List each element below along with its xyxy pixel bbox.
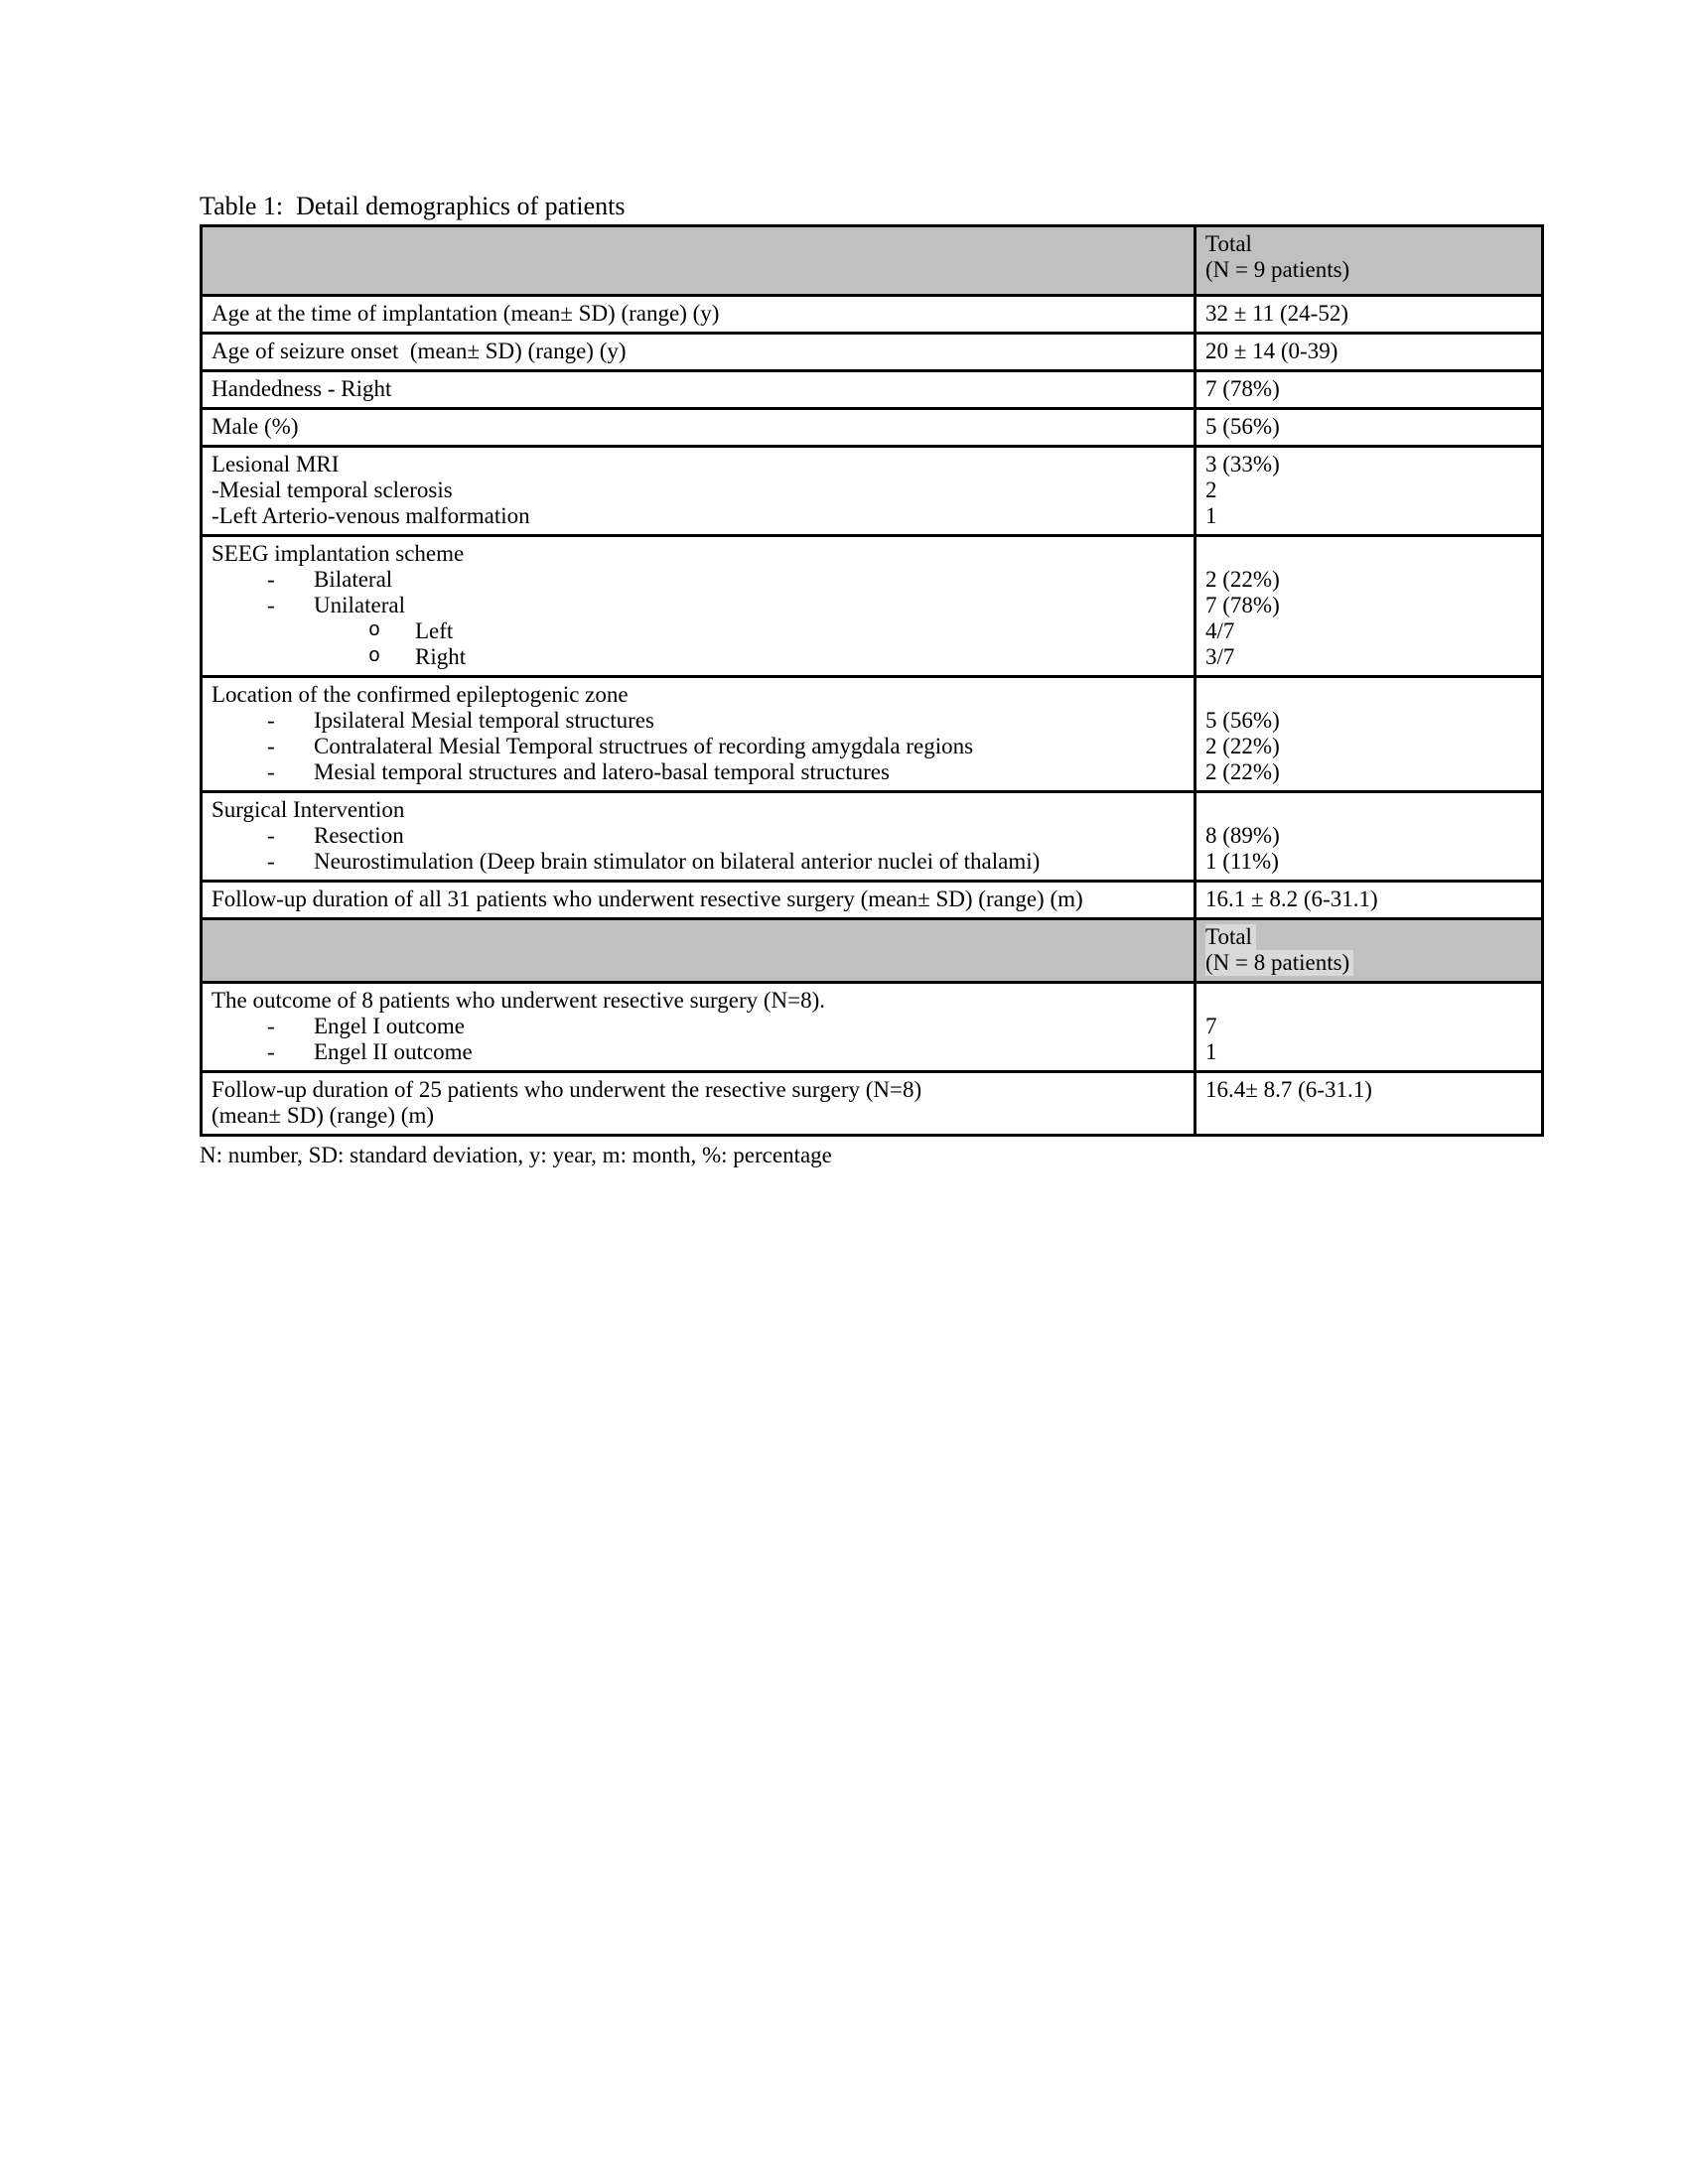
- list-item-label: Bilateral: [314, 567, 393, 592]
- row-heading: The outcome of 8 patients who underwent resective surgery (N=8).: [211, 988, 826, 1013]
- row-value-line: 8 (89%): [1205, 823, 1280, 848]
- list-item-label: Unilateral: [314, 593, 405, 617]
- row-label-line: Lesional MRI: [211, 452, 340, 477]
- row-heading: SEEG implantation scheme: [211, 541, 465, 566]
- row-value-line: [1205, 541, 1533, 567]
- list-item-label: Right: [415, 644, 467, 669]
- row-label-line: -Left Arterio-venous malformation: [211, 503, 530, 528]
- row-value-line: [1205, 797, 1533, 823]
- row-value-line: 7 (78%): [1205, 593, 1280, 617]
- header-total-label: [1205, 924, 1533, 950]
- row-label-cell: [202, 447, 1196, 536]
- list-item: [211, 593, 1186, 618]
- list-item: [211, 759, 1186, 785]
- table-row-lesional-mri: [202, 447, 1543, 536]
- table-footnote: N: number, SD: standard deviation, y: year, m: month, %: percentage: [200, 1143, 832, 1167]
- row-label-cell: [202, 296, 1196, 334]
- table-row-age-onset: [202, 334, 1543, 371]
- table-title: Table 1: Detail demographics of patients: [200, 192, 626, 220]
- table-row-handedness: [202, 371, 1543, 409]
- row-value: 16.1 ± 8.2 (6-31.1): [1205, 887, 1378, 911]
- header-value-cell: [1196, 919, 1543, 983]
- list-item-label: Left: [415, 618, 454, 643]
- header-n-label: (N = 9 patients): [1205, 257, 1350, 282]
- list-item: [211, 734, 1186, 759]
- row-label-cell: [202, 1072, 1196, 1136]
- highlighted-text: Total: [1205, 924, 1256, 950]
- table-row-male: [202, 409, 1543, 447]
- row-heading: Surgical Intervention: [211, 797, 405, 822]
- row-label-line: -Mesial temporal sclerosis: [211, 478, 453, 502]
- list-item: [211, 1014, 1186, 1039]
- table-row-age-implantation: [202, 296, 1543, 334]
- row-value-cell: [1196, 1072, 1543, 1136]
- row-value-line: 1 (11%): [1205, 849, 1279, 874]
- table-header-row-n9: [202, 226, 1543, 296]
- row-value-cell: [1196, 536, 1543, 677]
- list-item-label: Mesial temporal structures and latero-basal temporal structures: [314, 759, 890, 784]
- row-value-cell: [1196, 882, 1543, 919]
- dash-bullet: -: [267, 759, 275, 784]
- row-value-line: 2: [1205, 478, 1217, 502]
- row-value-line: 2 (22%): [1205, 734, 1280, 758]
- row-value-line: 2 (22%): [1205, 759, 1280, 784]
- highlighted-text: (N = 8 patients): [1205, 950, 1353, 976]
- dash-bullet: -: [267, 823, 275, 848]
- row-value-line: 2 (22%): [1205, 567, 1280, 592]
- row-value-cell: [1196, 371, 1543, 409]
- row-value-cell: [1196, 409, 1543, 447]
- list-item-label: Resection: [314, 823, 404, 848]
- list-item: [211, 708, 1186, 734]
- header-label-cell: [202, 919, 1196, 983]
- row-value-cell: [1196, 447, 1543, 536]
- row-label-line: Follow-up duration of 25 patients who underwent the resective surgery (N=8): [211, 1077, 922, 1102]
- row-value-cell: [1196, 677, 1543, 792]
- row-label-line: (mean± SD) (range) (m): [211, 1103, 435, 1128]
- header-value-cell: [1196, 226, 1543, 296]
- row-label: Age at the time of implantation (mean± SD) (range) (y): [211, 301, 720, 326]
- row-value-line: 3/7: [1205, 644, 1235, 669]
- header-n-label: [1205, 950, 1533, 976]
- row-label: Handedness - Right: [211, 376, 392, 401]
- list-item: [211, 618, 1186, 644]
- list-item-label: Engel I outcome: [314, 1014, 466, 1038]
- list-item: [211, 849, 1186, 875]
- row-label: Male (%): [211, 414, 299, 439]
- row-label-cell: [202, 882, 1196, 919]
- table-row-followup-25: [202, 1072, 1543, 1136]
- row-value: 16.4± 8.7 (6-31.1): [1205, 1077, 1372, 1102]
- table-header-row-n8: [202, 919, 1543, 983]
- row-value-line: 1: [1205, 1039, 1217, 1064]
- row-value: 32 ± 11 (24-52): [1205, 301, 1348, 326]
- table-row-ez-location: [202, 677, 1543, 792]
- dash-bullet: -: [267, 734, 275, 758]
- dash-bullet: -: [267, 1039, 275, 1064]
- row-label-cell: [202, 371, 1196, 409]
- row-heading: Location of the confirmed epileptogenic zone: [211, 682, 629, 707]
- list-item-label: Neurostimulation (Deep brain stimulator on bilateral anterior nuclei of thalami): [314, 849, 1041, 874]
- row-value-line: 3 (33%): [1205, 452, 1280, 477]
- table-row-outcome: [202, 983, 1543, 1072]
- list-item: [211, 823, 1186, 849]
- row-value: 7 (78%): [1205, 376, 1280, 401]
- list-item-label: Contralateral Mesial Temporal structrues of recording amygdala regions: [314, 734, 974, 758]
- list-item: [211, 567, 1186, 593]
- table-row-surgical-intervention: [202, 792, 1543, 882]
- row-value-cell: [1196, 296, 1543, 334]
- row-label: Follow-up duration of all 31 patients who underwent resective surgery (mean± SD) (range) (m): [211, 887, 1083, 911]
- circle-bullet: o: [368, 645, 381, 668]
- table-row-seeg-scheme: [202, 536, 1543, 677]
- row-label-cell: [202, 792, 1196, 882]
- row-label-cell: [202, 983, 1196, 1072]
- row-label-cell: [202, 677, 1196, 792]
- dash-bullet: -: [267, 708, 275, 733]
- row-label-cell: [202, 334, 1196, 371]
- row-label-cell: [202, 536, 1196, 677]
- circle-bullet: o: [368, 619, 381, 642]
- dash-bullet: -: [267, 593, 275, 617]
- list-item-label: Ipsilateral Mesial temporal structures: [314, 708, 654, 733]
- demographics-table: [200, 224, 1544, 1137]
- row-value-line: 4/7: [1205, 618, 1235, 643]
- row-value-line: 1: [1205, 503, 1217, 528]
- row-value-line: 7: [1205, 1014, 1217, 1038]
- row-value-cell: [1196, 334, 1543, 371]
- table-row-followup-all: [202, 882, 1543, 919]
- dash-bullet: -: [267, 849, 275, 874]
- row-value-line: 5 (56%): [1205, 708, 1280, 733]
- row-value: 5 (56%): [1205, 414, 1280, 439]
- dash-bullet: -: [267, 567, 275, 592]
- document-content: [200, 192, 1546, 1168]
- row-value-cell: [1196, 792, 1543, 882]
- row-label-cell: [202, 409, 1196, 447]
- dash-bullet: -: [267, 1014, 275, 1038]
- row-value-line: [1205, 682, 1533, 708]
- header-total-label: Total: [1205, 231, 1252, 256]
- header-label-cell: [202, 226, 1196, 296]
- row-value: 20 ± 14 (0-39): [1205, 339, 1338, 363]
- row-label: Age of seizure onset (mean± SD) (range) (y): [211, 339, 627, 363]
- list-item-label: Engel II outcome: [314, 1039, 473, 1064]
- list-item: [211, 644, 1186, 670]
- list-item: [211, 1039, 1186, 1065]
- row-value-cell: [1196, 983, 1543, 1072]
- row-value-line: [1205, 988, 1533, 1014]
